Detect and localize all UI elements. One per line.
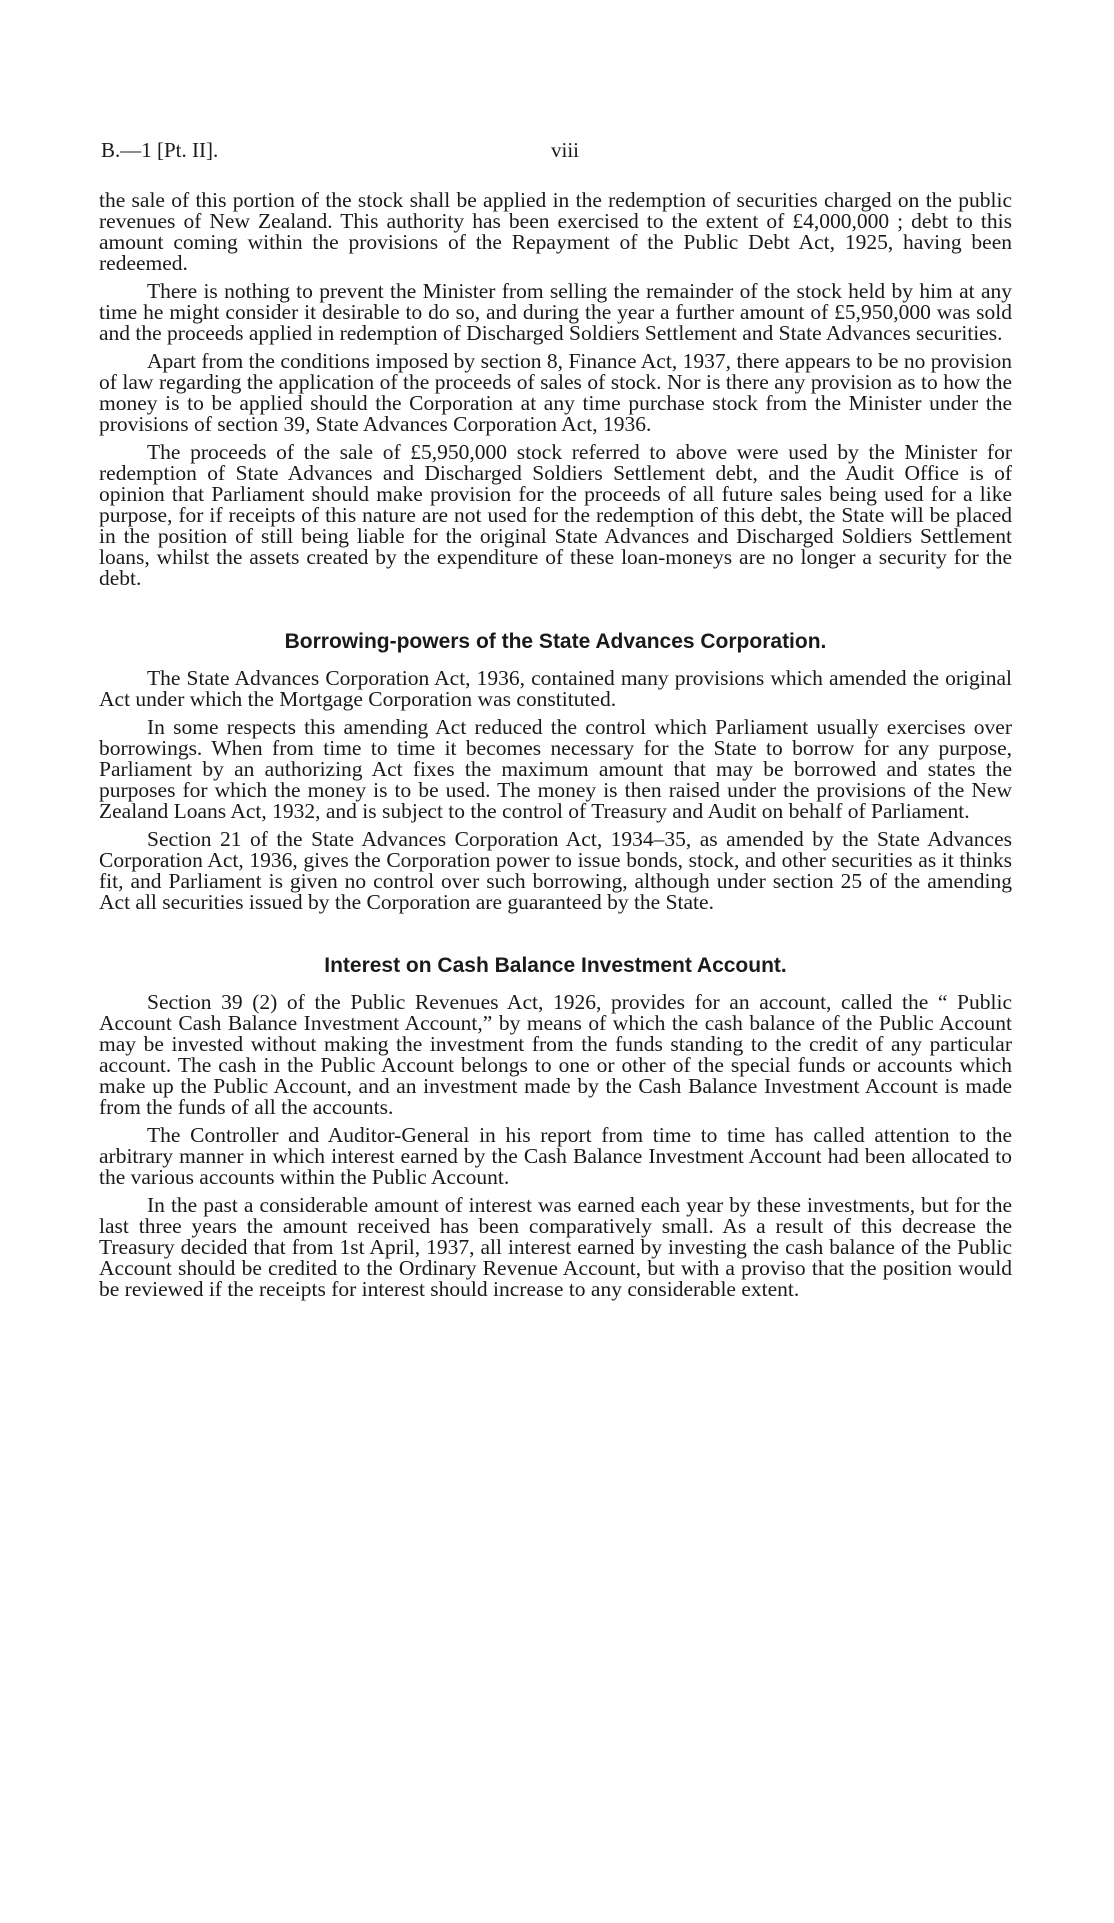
paragraph: Apart from the conditions imposed by section 8, Finance Act, 1937, there appears to be no provision of law regarding the application of the proceeds of sales of stock. Nor is there any provision as to how the money is to be applied should the Corporation at any time purchase stock from the Minister under the provisions of section 39, State Advances Corporation Act, 1936. <box>99 349 1012 436</box>
document-reference: B.—1 [Pt. II]. <box>101 138 219 162</box>
paragraph: The proceeds of the sale of £5,950,000 stock referred to above were used by the Minister for redemption of State Advances and Discharged Soldiers Settlement debt, and the Audit Office is of opinion that Parliament should make provision for the proceeds of all future sales being used for a like purpose, for if receipts of this nature are not used for the redemption of this debt, the State will be placed in the position of still being liable for the original State Advances and Discharged Soldiers Settlement loans, whilst the assets created by the expenditure of these loan-moneys are no longer a security for the debt. <box>99 440 1012 590</box>
section-heading-interest-cash-balance: Interest on Cash Balance Investment Account. <box>324 954 787 977</box>
paragraph: Section 39 (2) of the Public Revenues Act, 1926, provides for an account, called the “ Public Account Cash Balance Investment Account,” by means of which the cash balance of the Public Account may be invested without making the investment from the funds standing to the credit of any particular account. The cash in the Public Account belongs to one or other of the special funds or accounts which make up the Public Account, and an investment made by the Cash Balance Investment Account is made from the funds of all the accounts. <box>99 990 1012 1119</box>
paragraph: The State Advances Corporation Act, 1936, contained many provisions which amended the original Act under which the Mortgage Corporation was constituted. <box>99 666 1012 711</box>
page-body <box>99 190 1012 1300</box>
paragraph: In some respects this amending Act reduced the control which Parliament usually exercises over borrowings. When from time to time it becomes necessary for the State to borrow for any purpose, Parliament by an authorizing Act fixes the maximum amount that may be borrowed and states the purposes for which the money is to be used. The money is then raised under the provisions of the New Zealand Loans Act, 1932, and is subject to the control of Treasury and Audit on behalf of Parliament. <box>99 715 1012 823</box>
page-number: viii <box>551 138 580 162</box>
paragraph: the sale of this portion of the stock shall be applied in the redemption of securities charged on the public revenues of New Zealand. This authority has been exercised to the extent of £4,000,000 ; debt to this amount coming within the provisions of the Repayment of the Public Debt Act, 1925, having been redeemed. <box>99 188 1012 275</box>
paragraph: In the past a considerable amount of interest was earned each year by these investments, but for the last three years the amount received has been comparatively small. As a result of this decrease the Treasury decided that from 1st April, 1937, all interest earned by investing the cash balance of the Public Account should be credited to the Ordinary Revenue Account, but with a proviso that the position would be reviewed if the receipts for interest should increase to any considerable extent. <box>99 1193 1012 1301</box>
page-header <box>101 138 1011 168</box>
paragraph: The Controller and Auditor-General in his report from time to time has called attention to the arbitrary manner in which interest earned by the Cash Balance Investment Account had been allocated to the various accounts within the Public Account. <box>99 1123 1012 1189</box>
paragraph: Section 21 of the State Advances Corporation Act, 1934–35, as amended by the State Advances Corporation Act, 1936, gives the Corporation power to issue bonds, stock, and other securities as it thinks fit, and Parliament is given no control over such borrowing, although under section 25 of the amending Act all securities issued by the Corporation are guaranteed by the State. <box>99 827 1012 914</box>
paragraph: There is nothing to prevent the Minister from selling the remainder of the stock held by him at any time he might consider it desirable to do so, and during the year a further amount of £5,950,000 was sold and the proceeds applied in redemption of Discharged Soldiers Settlement and State Advances securities. <box>99 279 1012 345</box>
section-heading-borrowing-powers: Borrowing-powers of the State Advances Corporation. <box>284 630 827 653</box>
